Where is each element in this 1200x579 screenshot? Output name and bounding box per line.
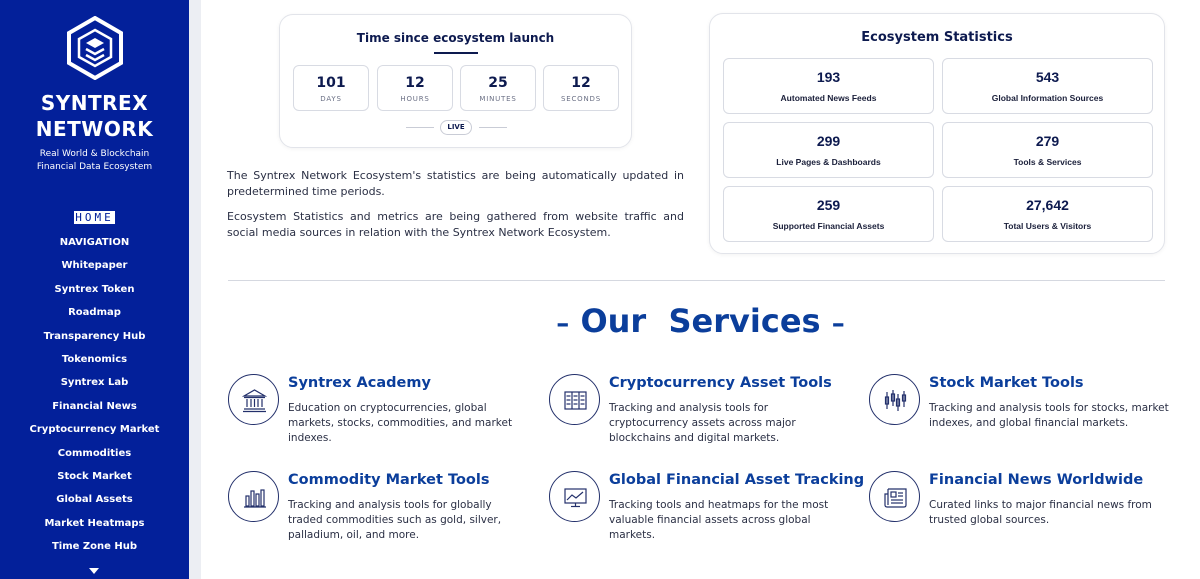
sidebar: [0, 0, 189, 579]
service-description: Tracking tools and heatmaps for the most valuable financial assets across global markets.: [609, 499, 829, 541]
service-title[interactable]: Commodity Market Tools: [288, 472, 490, 488]
nav-home[interactable]: [0, 211, 189, 224]
sidebar-item-syntrex-token[interactable]: Syntrex Token: [54, 283, 135, 295]
countdown-days: [293, 65, 369, 111]
launch-countdown-card: [279, 14, 632, 148]
home-label[interactable]: HOME: [75, 211, 114, 224]
service-description: Tracking and analysis tools for stocks, market indexes, and global financial markets.: [929, 402, 1169, 429]
sidebar-item-financial-news[interactable]: Financial News: [52, 400, 137, 412]
heading-dash-right: –: [831, 309, 845, 339]
countdown-unit: MINUTES: [479, 95, 517, 103]
brand-name: [0, 90, 189, 142]
stat-value: 279: [1035, 133, 1060, 149]
stat-information-sources: [942, 58, 1153, 114]
sidebar-item-commodities[interactable]: Commodities: [57, 447, 132, 459]
sidebar-item-transparency-hub[interactable]: Transparency Hub: [43, 330, 146, 342]
countdown-seconds: [543, 65, 619, 111]
sidebar-nav: [0, 231, 189, 558]
sidebar-scroll-gutter: [189, 0, 201, 579]
sidebar-item-cryptocurrency-market[interactable]: Cryptocurrency Market: [29, 424, 160, 436]
bar-chart-icon: [228, 471, 279, 522]
countdown-value: 25: [488, 75, 508, 91]
stat-label: Live Pages & Dashboards: [776, 157, 881, 167]
section-divider: [228, 280, 1165, 281]
blockchain-icon: [549, 374, 600, 425]
service-description: Curated links to major financial news from trusted global sources.: [929, 499, 1152, 526]
live-divider-left: [406, 127, 434, 128]
stat-financial-assets: [723, 186, 934, 242]
service-title[interactable]: Stock Market Tools: [929, 375, 1084, 391]
stat-value: 193: [816, 69, 841, 85]
countdown-unit: HOURS: [400, 95, 430, 103]
sidebar-item-roadmap[interactable]: Roadmap: [68, 307, 121, 319]
service-title[interactable]: Global Financial Asset Tracking: [609, 472, 865, 488]
countdown-value: 101: [316, 75, 346, 91]
brand-tagline: [0, 148, 189, 174]
sidebar-item-time-zone-hub[interactable]: Time Zone Hub: [51, 541, 138, 553]
stat-label: Supported Financial Assets: [772, 221, 885, 231]
intro-paragraph-2: Ecosystem Statistics and metrics are being gathered from website traffic and social media sources in relation with the Syntrex Network Ecosystem.: [227, 210, 684, 239]
tagline-line-1: Real World & Blockchain: [39, 149, 150, 159]
stat-tools-services: [942, 122, 1153, 178]
service-description: Education on cryptocurrencies, global markets, stocks, commodities, and market indexes.: [288, 402, 513, 444]
sidebar-item-stock-market[interactable]: Stock Market: [57, 470, 132, 482]
service-description: Tracking and analysis tools for globally traded commodities such as gold, silver, palladium, oil, and more.: [288, 499, 502, 541]
stat-live-pages: [723, 122, 934, 178]
sidebar-item-whitepaper[interactable]: Whitepaper: [61, 260, 128, 272]
countdown-unit: DAYS: [320, 95, 342, 103]
sidebar-item-syntrex-lab[interactable]: Syntrex Lab: [60, 377, 129, 389]
service-title[interactable]: Financial News Worldwide: [929, 472, 1144, 488]
countdown-title: Time since ecosystem launch: [356, 31, 555, 45]
ecosystem-statistics-card: [709, 13, 1165, 254]
service-title[interactable]: Syntrex Academy: [288, 375, 431, 391]
stat-label: Total Users & Visitors: [1003, 221, 1092, 231]
scroll-down-icon[interactable]: [89, 568, 99, 574]
stat-value: 299: [816, 133, 841, 149]
stat-label: Tools & Services: [1013, 157, 1082, 167]
sidebar-item-tokenomics[interactable]: Tokenomics: [61, 353, 128, 365]
monitor-chart-icon: [549, 471, 600, 522]
bank-icon: [228, 374, 279, 425]
tagline-line-2: Financial Data Ecosystem: [36, 162, 153, 172]
live-divider-right: [479, 127, 507, 128]
candlestick-icon: [869, 374, 920, 425]
countdown-hours: [377, 65, 453, 111]
countdown-unit: SECONDS: [561, 95, 601, 103]
heading-dash-left: –: [556, 309, 570, 339]
service-description: Tracking and analysis tools for cryptocurrency assets across major blockchains and digital markets.: [609, 402, 796, 444]
stat-label: Automated News Feeds: [780, 93, 877, 103]
countdown-minutes: [460, 65, 536, 111]
sidebar-item-market-heatmaps[interactable]: Market Heatmaps: [44, 517, 145, 529]
newspaper-icon: [869, 471, 920, 522]
stat-news-feeds: [723, 58, 934, 114]
countdown-title-underline: [434, 52, 478, 54]
brand-line-2: NETWORK: [35, 117, 154, 141]
service-title[interactable]: Cryptocurrency Asset Tools: [609, 375, 832, 391]
countdown-value: 12: [405, 75, 425, 91]
sidebar-item-navigation[interactable]: NAVIGATION: [59, 237, 130, 248]
brand-line-1: SYNTREX: [40, 91, 149, 115]
sidebar-item-global-assets[interactable]: Global Assets: [56, 494, 133, 506]
stat-label: Global Information Sources: [991, 93, 1104, 103]
live-badge: LIVE: [440, 120, 472, 135]
stat-value: 543: [1035, 69, 1060, 85]
stat-users-visitors: [942, 186, 1153, 242]
countdown-value: 12: [571, 75, 591, 91]
syntrex-logo-icon[interactable]: [66, 16, 124, 80]
intro-paragraph-1: The Syntrex Network Ecosystem's statistics are being automatically updated in predetermined time periods.: [227, 169, 684, 198]
services-heading: [0, 302, 1200, 340]
statistics-title: Ecosystem Statistics: [861, 30, 1013, 45]
stat-value: 259: [816, 197, 841, 213]
stat-value: 27,642: [1026, 197, 1069, 213]
services-heading-text: Our Services: [580, 302, 821, 340]
